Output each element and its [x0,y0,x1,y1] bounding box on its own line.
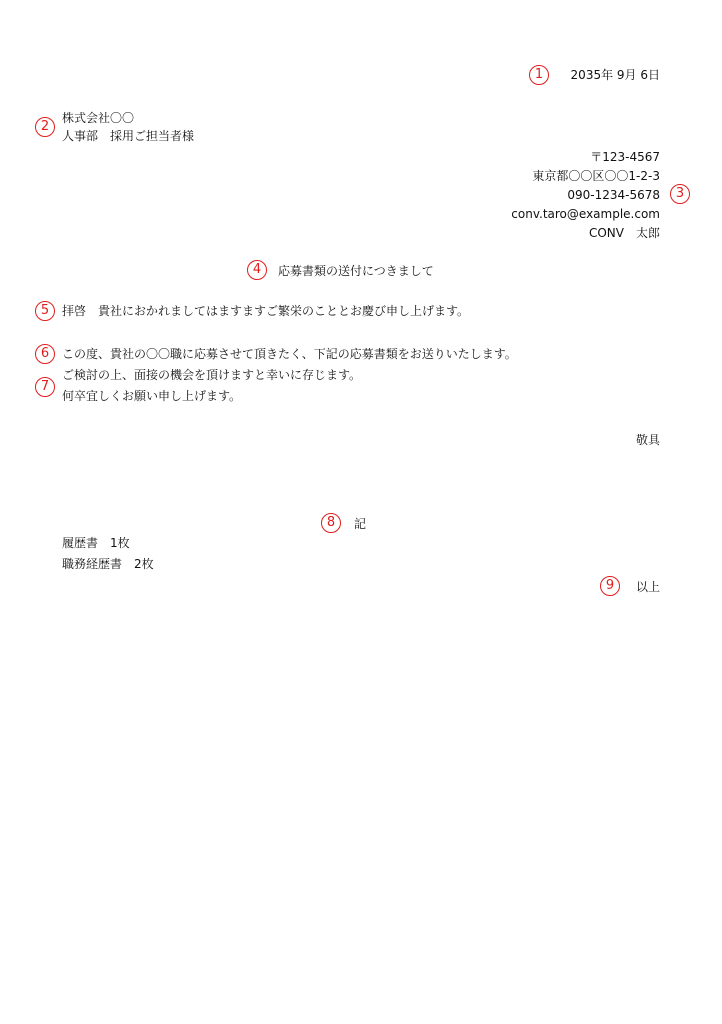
enclosure-item: 履歴書 1枚 [62,536,130,550]
body-line: ご検討の上、面接の機会を頂けますと幸いに存じます。 [62,368,362,382]
marker-1: 1 [529,65,549,85]
sender-phone: 090-1234-5678 [567,188,660,202]
letter-closing: 敬具 [635,433,660,447]
sender-postal: 〒123-4567 [590,150,660,164]
note-heading: 記 [354,517,367,531]
body-line: 何卒宜しくお願い申し上げます。 [62,389,242,403]
sender-name: CONV 太郎 [588,226,660,240]
marker-8: 8 [321,513,341,533]
letter-date: 2035年 9月 6日 [570,68,660,82]
marker-2: 2 [35,117,55,137]
sender-address: 東京都〇〇区〇〇1-2-3 [532,169,660,183]
letter-greeting: 拝啓 貴社におかれましてはますますご繁栄のこととお慶び申し上げます。 [62,304,470,318]
letter-subject: 応募書類の送付につきまして [278,264,434,278]
sender-email: conv.taro@example.com [511,207,660,221]
recipient-company: 株式会社〇〇 [62,111,135,125]
marker-7: 7 [35,377,55,397]
enclosure-item: 職務経歴書 2枚 [62,557,154,571]
marker-5: 5 [35,301,55,321]
letter-end: 以上 [635,580,660,594]
recipient-department: 人事部 採用ご担当者様 [62,129,195,143]
marker-9: 9 [600,576,620,596]
marker-3: 3 [670,184,690,204]
marker-4: 4 [247,260,267,280]
body-line: この度、貴社の〇〇職に応募させて頂きたく、下記の応募書類をお送りいたします。 [62,347,517,361]
sender-block [511,148,660,243]
marker-6: 6 [35,344,55,364]
